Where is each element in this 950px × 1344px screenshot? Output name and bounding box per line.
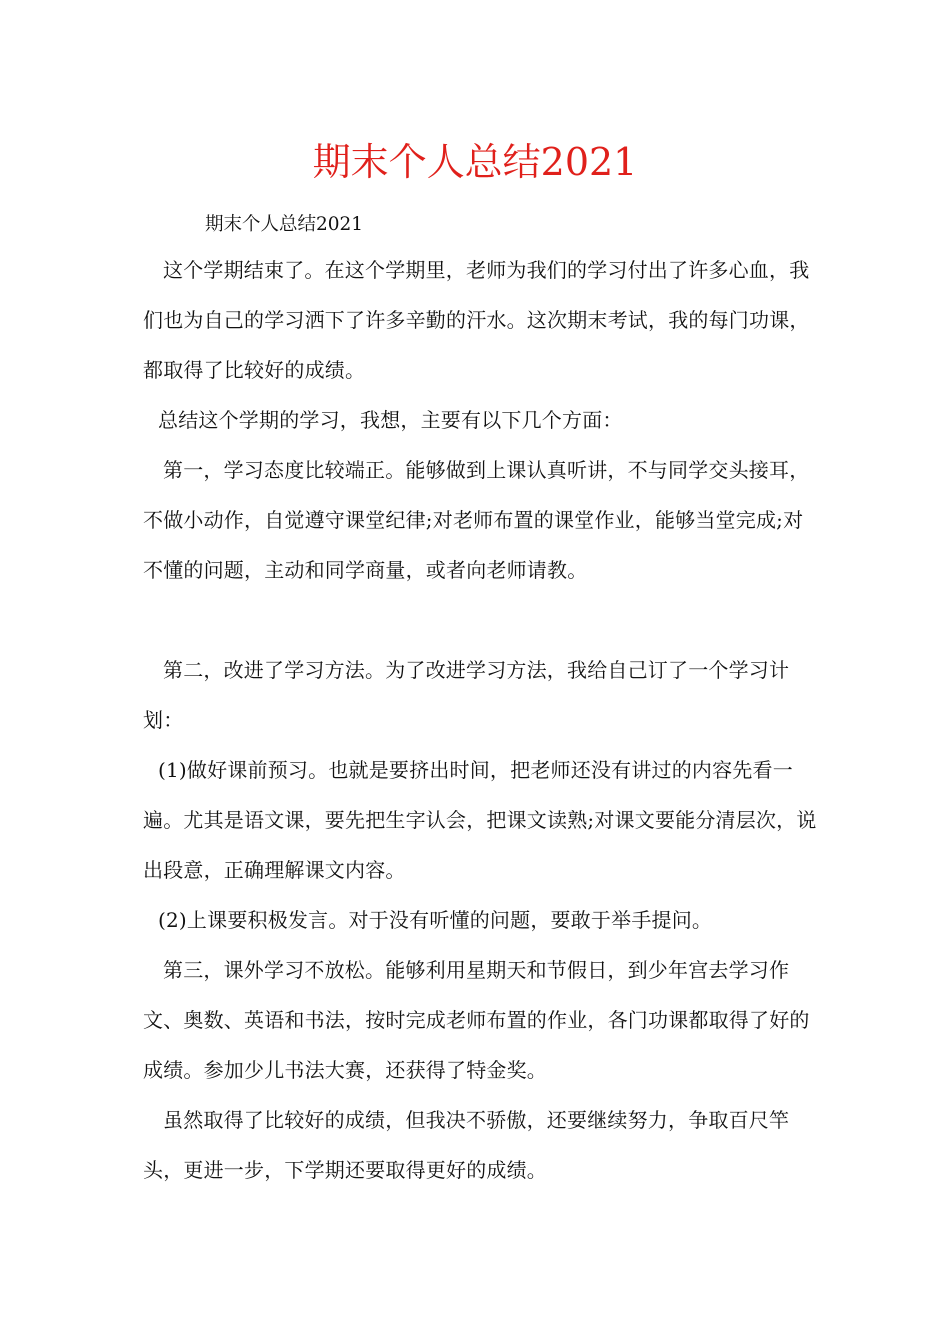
paragraph-plan-item-2: (2)上课要积极发言。对于没有听懂的问题，要敢于举手提问。 <box>158 908 713 932</box>
paragraph-summary-lead: 总结这个学期的学习，我想，主要有以下几个方面： <box>158 408 623 432</box>
document-body <box>143 205 823 1195</box>
paragraph-point-two: 第二，改进了学习方法。为了改进学习方法，我给自己订了一个学习计划： <box>143 658 790 732</box>
paragraph-conclusion: 虽然取得了比较好的成绩，但我决不骄傲，还要继续努力，争取百尺竿头，更进一步，下学期还要取得更好的成绩。 <box>143 1108 790 1182</box>
document-title: 期末个人总结2021 <box>312 140 638 184</box>
paragraph-point-three: 第三，课外学习不放松。能够利用星期天和节假日，到少年宫去学习作文、奥数、英语和书法，按时完成老师布置的作业，各门功课都取得了好的成绩。参加少儿书法大赛，还获得了特金奖。 <box>143 958 810 1082</box>
blank-line <box>143 595 823 645</box>
paragraph-intro: 这个学期结束了。在这个学期里，老师为我们的学习付出了许多心血，我们也为自己的学习洒下了许多辛勤的汗水。这次期末考试，我的每门功课，都取得了比较好的成绩。 <box>143 258 810 382</box>
paragraph-point-one: 第一，学习态度比较端正。能够做到上课认真听讲，不与同学交头接耳，不做小动作，自觉遵守课堂纪律;对老师布置的课堂作业，能够当堂完成;对不懂的问题，主动和同学商量，或者向老师请教。 <box>143 458 810 582</box>
paragraph-plan-item-1: (1)做好课前预习。也就是要挤出时间，把老师还没有讲过的内容先看一遍。尤其是语文课，要先把生字认会，把课文读熟;对课文要能分清层次，说出段意，正确理解课文内容。 <box>143 758 817 882</box>
document-subtitle: 期末个人总结2021 <box>205 214 364 235</box>
